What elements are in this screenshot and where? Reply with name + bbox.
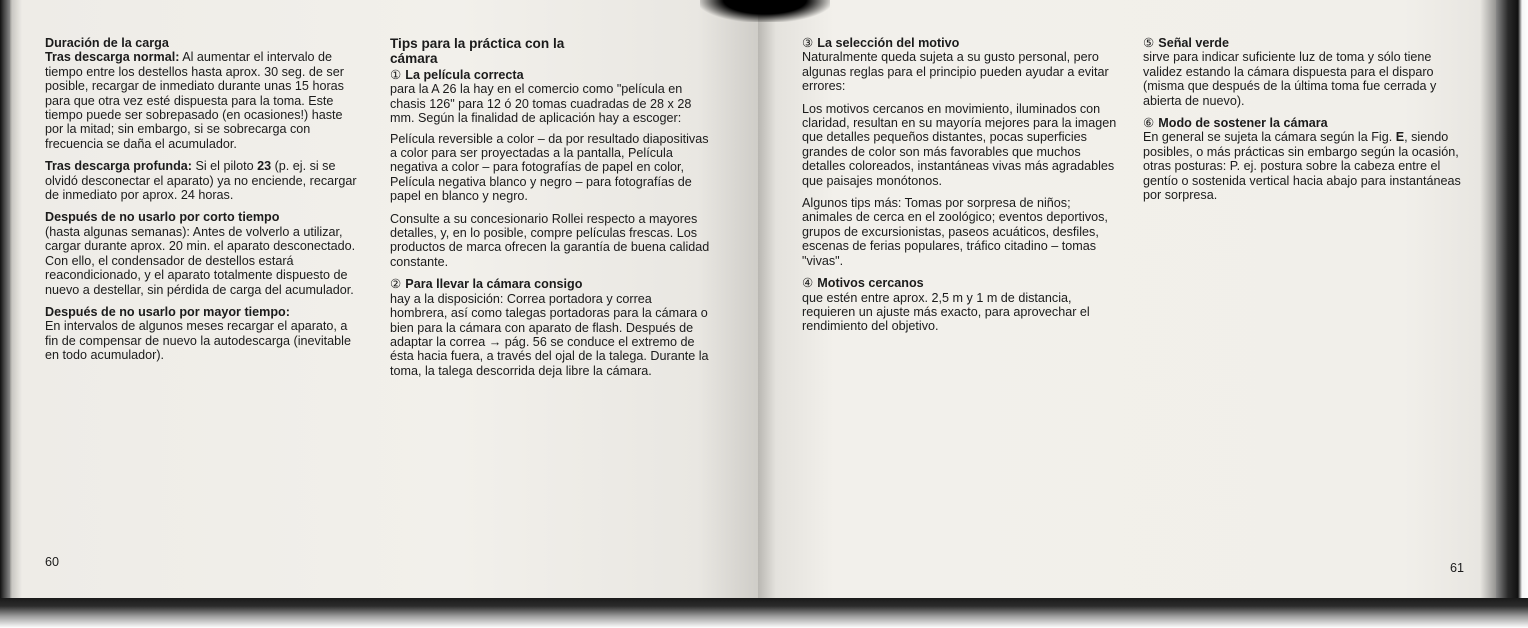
bottom-shadow — [0, 598, 1528, 628]
correct-film-text-2: Película reversible a color – da por resultado diapositivas a color para ser proyectadas a la pantalla, Película negativa a color – para fotografías de papel en color, Película negativa blanco y negro – para fotografías de papel en blanco y negro. — [390, 131, 709, 204]
close-motifs-heading: Motivos cercanos — [817, 276, 924, 291]
figure-ref: E — [1395, 130, 1405, 145]
circled-number-6: ⑥ — [1143, 116, 1155, 131]
close-motifs-text: que estén entre aprox. 2,5 m y 1 m de distancia, requieren un ajuste más exacto, para aprovechar el rendimiento del objetivo. — [802, 290, 1090, 334]
normal-discharge-lead: Tras descarga normal: — [45, 50, 180, 65]
spine-shadow — [700, 0, 830, 22]
holding-camera-text-b: , siendo posibles, o más prácticas sin embargo según la ocasión, otras posturas: P. ej. postura sobre la cabeza entre el gentío o sostenida vertical hacia abajo para instantáneas por sorpresa. — [1143, 130, 1461, 203]
deep-discharge-lead: Tras descarga profunda: — [45, 159, 192, 174]
correct-film-text-1: para la A 26 la hay en el comercio como "película en chasis 126" para 12 ó 20 tomas cuadradas de 28 x 28 mm. Según la finalidad de aplicación hay a escoger: — [390, 82, 692, 126]
carry-camera-heading: Para llevar la cámara consigo — [405, 277, 583, 292]
motif-selection-text-3: Algunos tips más: Tomas por sorpresa de niños; animales de cerca en el zoológico; eventos deportivos, grupos de excursionistas, paseos acuáticos, desfiles, escenas de ferias populares, tráfico citadino – tomas "vivas". — [802, 196, 1108, 268]
long-unused-heading: Después de no usarlo por mayor tiempo: — [45, 304, 290, 319]
motif-selection-heading: La selección del motivo — [817, 36, 960, 50]
left-column-1 — [45, 36, 363, 371]
green-signal-text: sirve para indicar suficiente luz de toma y sólo tiene validez estando la cámara dispuesta para el disparo (misma que después de la última toma fue cerrada y abierta de nuevo). — [1143, 50, 1437, 108]
long-unused-text: En intervalos de algunos meses recargar el aparato, a fin de compensar de nuevo la autodescarga (inevitable en todo acumulador). — [45, 319, 351, 363]
page-number-right: 61 — [1450, 561, 1465, 575]
correct-film-heading: La película correcta — [405, 68, 524, 82]
left-page-edge — [0, 0, 10, 600]
circled-number-4: ④ — [802, 276, 814, 291]
green-signal-heading: Señal verde — [1158, 36, 1230, 50]
deep-discharge-text-a: Si el piloto — [191, 159, 258, 174]
motif-selection-text-1: Naturalmente queda sujeta a su gusto personal, pero algunas reglas para el principio pueden ayudar a evitar errores: — [802, 50, 1109, 94]
normal-discharge-text: Al aumentar el intervalo de tiempo entre los destellos hasta aprox. 30 seg. de ser posible, recargar de inmediato durante unas 15 horas para que otra vez esté dispuesta para la toma. Este tiempo puede ser sobrepasado (en ocasiones!) haste por la mitad; sin embargo, si se sobrecarga con frecuencia se daña el acumulador. — [45, 50, 344, 151]
right-page-edge — [1496, 0, 1528, 610]
circled-number-1: ① — [390, 68, 402, 82]
motif-selection-text-2: Los motivos cercanos en movimiento, iluminados con claridad, resultan en su mayoría mejores para la imagen que detalles pequeños distantes, pocas superficies grandes de color son más favorables que muchos detalles coloreados, instantáneas vivas más agradables que paisajes monótonos. — [802, 101, 1117, 188]
circled-number-3: ③ — [802, 36, 814, 50]
section-title-charge-duration: Duración de la carga — [45, 36, 169, 50]
tips-title: Tips para la práctica con la cámara — [390, 36, 565, 66]
pilot-ref: 23 — [257, 159, 272, 174]
deep-discharge-text-b: (p. ej. si se olvidó desconectar el aparato) ya no enciende, recargar de inmediato por aprox. 24 horas. — [45, 159, 357, 203]
short-unused-text: (hasta algunas semanas): Antes de volverlo a utilizar, cargar durante aprox. 20 min. el aparato desconectado. Con ello, el condensador de destellos estará reacondicionado, y el aparato totalmente dispuesto de nuevo a destellar, sin pérdida de carga del acumulador. — [45, 224, 356, 297]
circled-number-5: ⑤ — [1143, 36, 1155, 50]
circled-number-2: ② — [390, 277, 402, 292]
short-unused-heading: Después de no usarlo por corto tiempo — [45, 210, 280, 225]
holding-camera-heading: Modo de sostener la cámara — [1158, 116, 1328, 131]
carry-camera-text: hay a la disposición: Correa portadora y correa hombrera, así como talegas portadoras para la cámara o bien para la cámara con aparato de flash. Después de adaptar la correa → pág. 56 se conduce el extremo de ésta hacia fuera, a través del ojal de la talega. Durante la toma, la talega descorrida deja libre la cámara. — [390, 291, 709, 378]
page-number-left: 60 — [45, 555, 60, 569]
holding-camera-text-a: En general se sujeta la cámara según la Fig. — [1143, 130, 1396, 145]
left-column-2 — [390, 36, 712, 386]
right-column-1 — [802, 36, 1124, 342]
right-column-2 — [1143, 36, 1469, 210]
correct-film-text-3: Consulte a su concesionario Rollei respecto a mayores detalles, y, en lo posible, compre películas frescas. Los productos de marca ofrecen la garantía de buena calidad constante. — [390, 211, 710, 269]
